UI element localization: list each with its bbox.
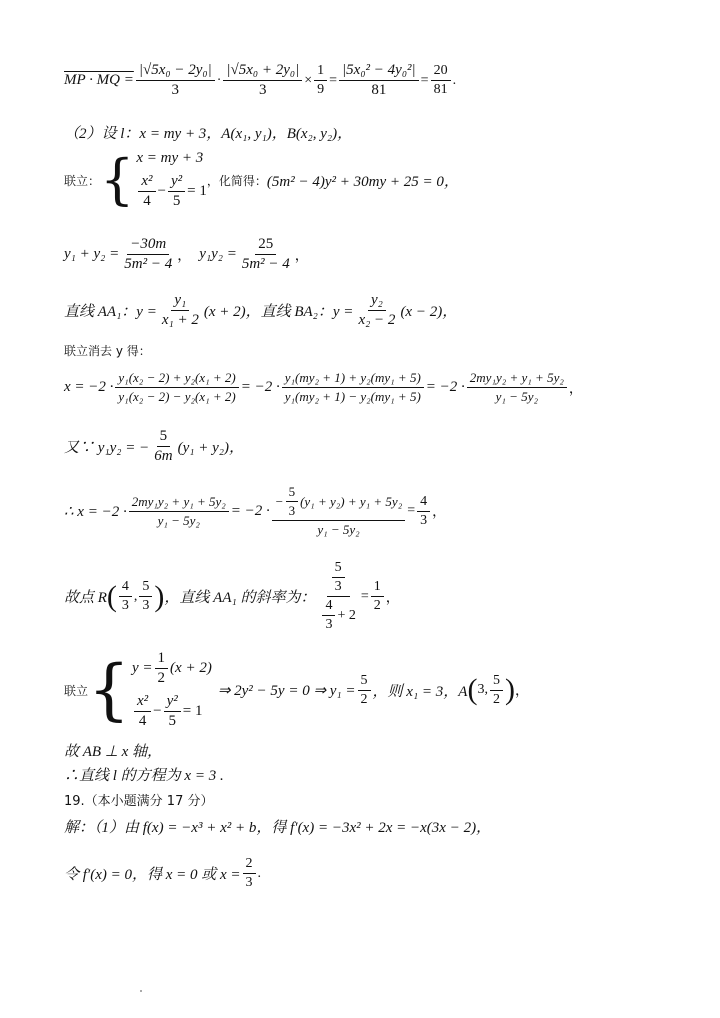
separator: ， [177, 248, 192, 264]
numerator: 4 [322, 598, 335, 616]
label-lianli: 联立： [64, 173, 101, 188]
fraction [223, 62, 302, 99]
vieta-relations [64, 236, 309, 273]
equation-mp-mq: MP · MQ = $\frac{\text{|√5x₀ − 2y₀|}}{3}$ · $\frac{\text{|√5x₀ + 2y₀|}}{3}$ × $\frac{1}{9}$ = $\frac{\text{|5x₀² − 4y₀²|}}{81}$ = $\frac{20}{81}$ . [64, 62, 457, 98]
numerator: 5 [358, 673, 371, 691]
numerator: y₁(my₂ + 1) + y₂(my₁ + 5) [282, 370, 424, 388]
system-row: x = my + 3 [136, 150, 204, 166]
denominator: y₁(x₂ − 2) − y₂(x₁ + 2) [118, 389, 236, 404]
stray-mark [140, 990, 142, 992]
line-ba2-rhs: (x − 2)， [400, 304, 458, 320]
denominator: x₂ − 2 [358, 312, 396, 328]
x-lhs: ∴ x = −2 · [64, 503, 127, 520]
period: . [452, 72, 457, 88]
line-setup-l: （2）设 l：x = my + 3，A(x₁, y₁)，B(x₂, y₂)， [64, 126, 353, 142]
line-aa1-rhs: (x + 2)， [203, 304, 261, 320]
denominator: 3 [334, 579, 342, 594]
denominator [317, 597, 358, 633]
denominator: y₁ − 5y₂ [317, 522, 360, 537]
denominator: y₁ − 5y₂ [157, 512, 200, 528]
numerator: x² [138, 173, 155, 192]
numerator-rest: (y₁ + y₂) + y₁ + 5y₂ [300, 493, 403, 509]
numerator: 1 [155, 650, 169, 669]
problem-19-heading: 19.（本小题满分 17 分） [64, 794, 214, 809]
denominator: 2 [157, 670, 166, 686]
system-line-hyperbola [64, 150, 459, 210]
separator: ， [432, 505, 447, 520]
numerator: |√5x₀ + 2y₀| [223, 62, 302, 81]
denominator: 2 [360, 691, 368, 707]
numerator: y² [164, 693, 181, 712]
row-rhs: (x + 2) [170, 660, 212, 676]
x-result [64, 484, 446, 538]
separator: ， [385, 590, 400, 606]
label-lianli: 联立 [64, 683, 89, 698]
denominator: 3 [121, 598, 129, 613]
left-brace: { [100, 148, 135, 211]
numerator: |√5x₀ − 2y₀| [136, 62, 215, 81]
numerator: y² [168, 173, 185, 192]
x-lhs: x = −2 · [64, 379, 114, 395]
line-ba2-lhs: 直线 BA₂：y = [260, 304, 354, 320]
denominator: 2 [373, 598, 381, 613]
denominator: 5m² − 4 [124, 256, 173, 272]
comma: , [133, 588, 138, 604]
fraction [339, 62, 419, 99]
numerator: −30m [127, 236, 169, 255]
product-rhs: (y₁ + y₂)， [177, 440, 244, 456]
equals-minus-two: = −2 · [240, 379, 280, 395]
system-row [132, 650, 212, 687]
numerator: 4 [119, 579, 132, 597]
product-lhs: y₁y₂ = [199, 246, 237, 262]
vector-product-lhs: MP · MQ = [64, 72, 134, 88]
numerator: 1 [314, 63, 327, 81]
denominator: 3 [259, 82, 267, 98]
denominator: 5m² − 4 [241, 256, 290, 272]
denominator: 5 [168, 713, 176, 729]
numerator: 1 [371, 579, 384, 597]
product-lhs: 又∵ y₁y₂ = − [64, 440, 150, 456]
row-lhs: y = [132, 660, 153, 676]
numerator: 2 [243, 856, 256, 874]
denominator: 5 [172, 193, 181, 209]
fraction [314, 63, 327, 98]
equation-system [132, 650, 212, 730]
denominator: 81 [371, 82, 387, 98]
denominator: x₁ + 2 [161, 312, 199, 328]
numerator: 5 [157, 428, 171, 447]
numerator: y₂ [368, 292, 386, 311]
period: . [257, 865, 262, 881]
numerator: |5x₀² − 4y₀²| [339, 62, 419, 81]
point-a-x: 3, [477, 682, 488, 697]
numerator: 5 [139, 579, 152, 597]
conclusion-perpendicular: 故 AB ⊥ x 轴， [64, 744, 163, 760]
implication-chain: ⇒ 2y² − 5y = 0 ⇒ y₁ = [217, 682, 356, 699]
denominator: 3 [245, 875, 253, 890]
fraction [136, 62, 215, 99]
slope-label: ，直线 AA₁ 的斜率为： [164, 590, 316, 606]
solution-derivative: 解：（1）由 f(x) = −x³ + x² + b，得 f′(x) = −3x² + 2x = −x(3x − 2)， [64, 820, 492, 836]
denominator: 3 [171, 82, 180, 98]
denominator: 2 [492, 691, 500, 707]
numerator: 20 [431, 63, 451, 81]
numerator [272, 484, 405, 521]
x-expression [64, 370, 583, 405]
numerator: x² [134, 693, 151, 712]
minus-sign: − [274, 493, 284, 509]
numerator: y₁(x₂ − 2) + y₂(x₁ + 2) [115, 370, 238, 388]
minus-sign: − [153, 703, 162, 719]
system-solve-y: 联立 { y = $\frac{1}{2}$ (x + 2) $\frac{\text{x²}}{4}$ − $\frac{\text{y²}}{5}$ = 1 ⇒ 2y² − 5y = 0 ⇒ y₁ = $\frac{5}{2}$ ，则 x₁ = 3，A ( 3, $\frac{5}{2}$ ) ， [64, 650, 529, 729]
system-row [136, 173, 207, 210]
compound-fraction [272, 484, 405, 538]
numerator [327, 560, 350, 597]
line-aa1-lhs: 直线 AA₁：y = [64, 304, 157, 320]
times-sign: × [304, 72, 313, 88]
equals-minus-two: = −2 · [230, 502, 270, 519]
left-brace: { [88, 651, 131, 728]
denominator: 3 [420, 512, 428, 528]
denominator: 3 [142, 598, 150, 613]
equals-one: = 1 [187, 183, 207, 199]
denominator: 4 [143, 193, 151, 209]
x1-result: ，则 x₁ = 3，A [372, 683, 468, 700]
separator: ， [568, 381, 583, 397]
numerator: 2my₁y₂ + y₁ + 5y₂ [467, 370, 567, 388]
numerator: 25 [255, 236, 276, 255]
denominator: y₁ − 5y₂ [495, 389, 538, 404]
numerator: 4 [417, 494, 430, 512]
fraction [431, 63, 451, 98]
label-simplify: ，化简得： [206, 173, 267, 188]
point-r-label: 故点 R [64, 590, 107, 606]
denominator: y₁(my₂ + 1) − y₂(my₁ + 5) [284, 389, 421, 404]
denominator: 3 [325, 617, 333, 632]
point-r-and-slope: 故点 R ( $\frac{4}{3}$ , $\frac{5}{3}$ ) ，直线 AA₁ 的斜率为： $\frac{5}{3}$ $\frac{4}{3}$ + 2 = $\frac{1}{2}$ ， [64, 560, 400, 632]
denominator: 6m [154, 448, 173, 464]
equals-one: = 1 [182, 703, 203, 719]
separator: ， [514, 684, 529, 699]
equals-minus-two: = −2 · [425, 379, 465, 395]
minus-sign: − [157, 183, 166, 199]
lines-aa1-ba2 [64, 292, 457, 329]
numerator: 2my₁y₂ + y₁ + 5y₂ [129, 494, 229, 512]
product-substitution [64, 428, 244, 465]
conclusion-line-equation: ∴直线 l 的方程为 x = 3 . [64, 768, 224, 784]
numerator: 5 [332, 560, 345, 578]
system-row [132, 693, 212, 730]
critical-points [64, 856, 261, 891]
denominator: 4 [138, 713, 147, 729]
numerator: 5 [490, 673, 503, 691]
numerator: y₁ [171, 292, 189, 311]
denominator: 81 [433, 82, 448, 97]
sum-lhs: y₁ + y₂ = [64, 246, 120, 262]
denominator: 3 [288, 503, 296, 518]
plus-two: + 2 [337, 607, 356, 623]
eliminate-y-label: 联立消去 y 得： [64, 344, 151, 358]
numerator: 5 [286, 484, 299, 502]
critical-points-text: 令 f′(x) = 0，得 x = 0 或 x = [64, 867, 241, 883]
equals-sign: = [360, 588, 369, 604]
denominator: 9 [317, 82, 325, 97]
equation-system [136, 150, 207, 210]
simplified-equation: (5m² − 4)y² + 30my + 25 = 0， [266, 173, 459, 190]
compound-fraction [317, 560, 358, 633]
equals-sign: = [407, 503, 416, 518]
separator: ， [294, 248, 309, 264]
